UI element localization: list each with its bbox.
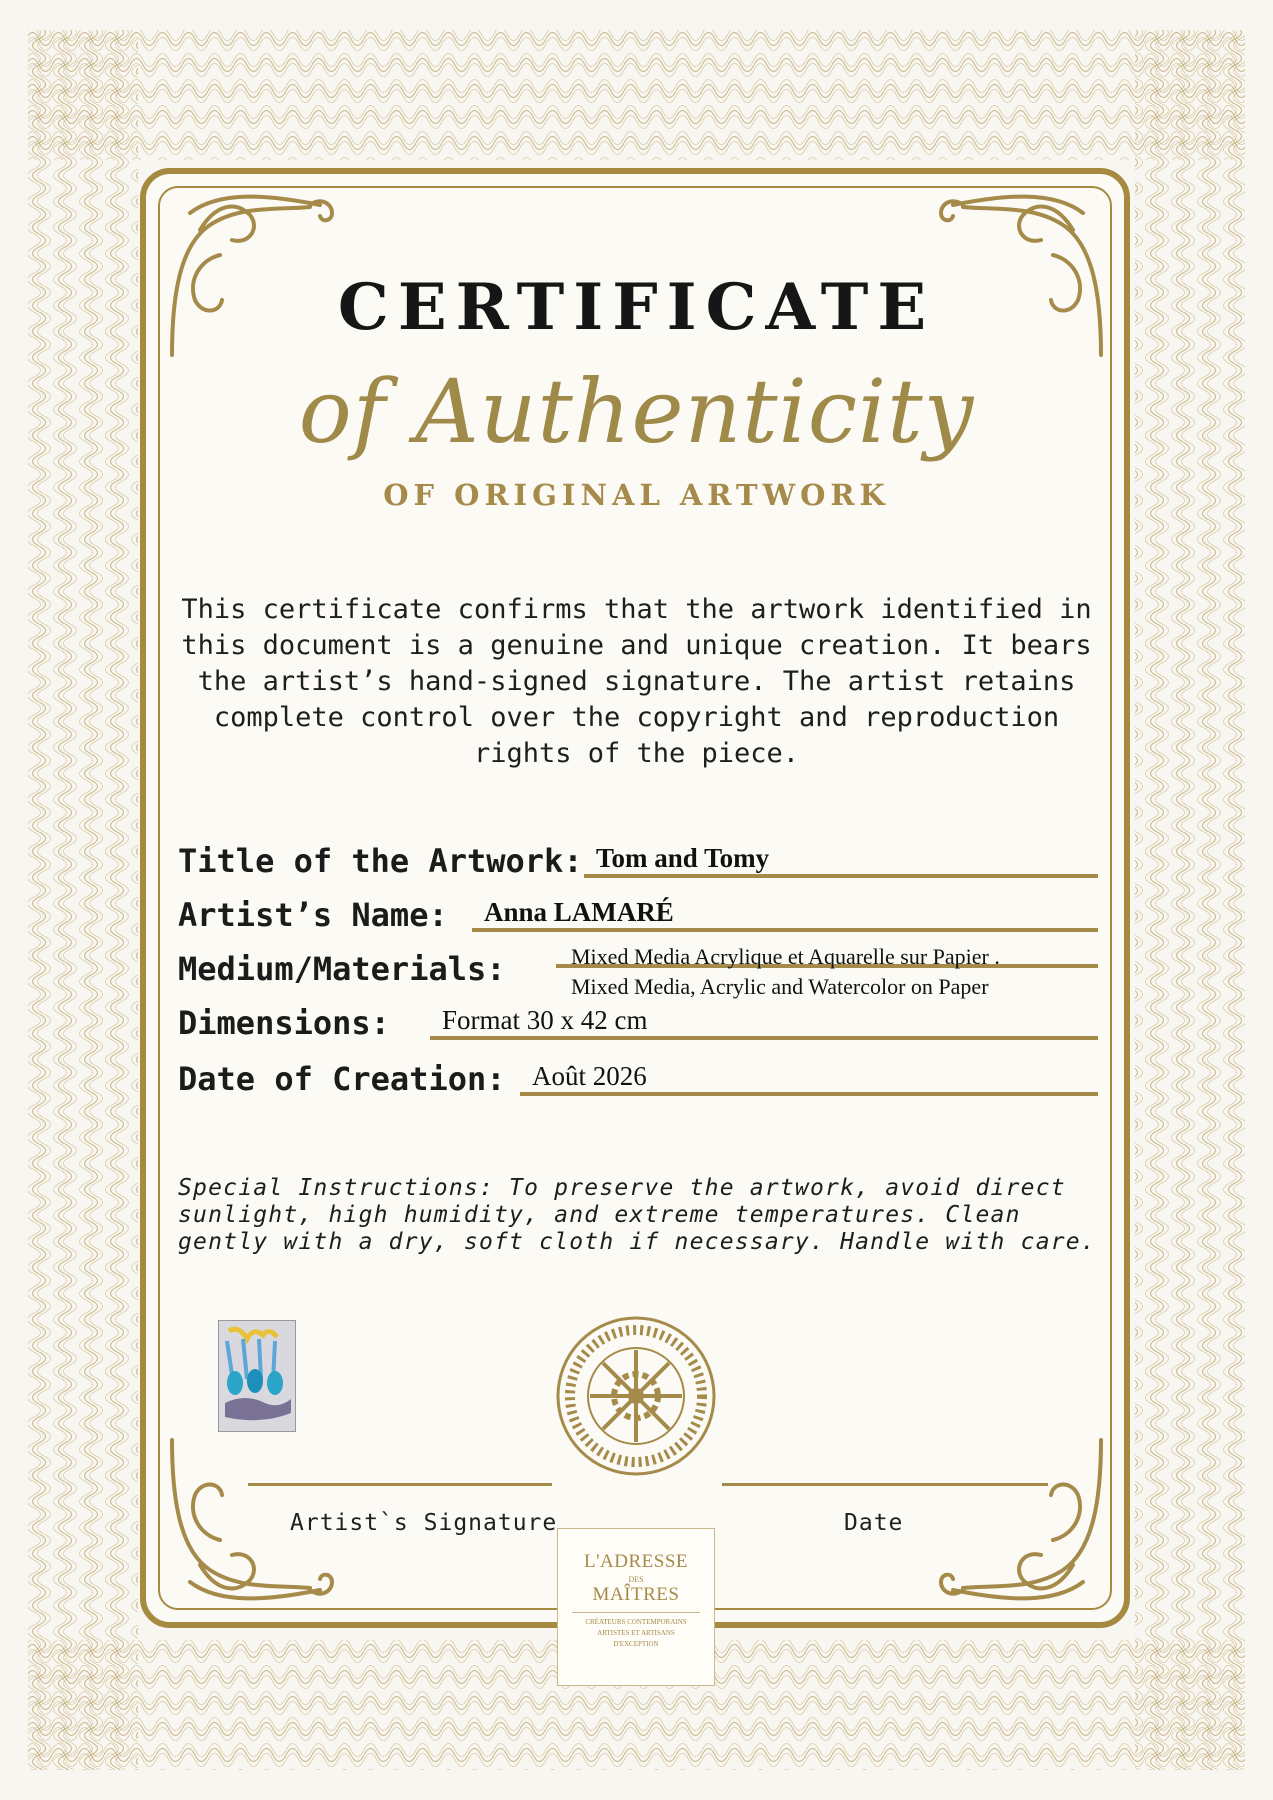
brand-logo-line2: DES bbox=[628, 1575, 644, 1584]
seal-medallion bbox=[555, 1315, 717, 1477]
field-artist-label: Artist’s Name: bbox=[178, 896, 448, 934]
artist-signature-line bbox=[248, 1483, 552, 1486]
field-title-value: Tom and Tomy bbox=[596, 843, 770, 873]
date-signature-label: Date bbox=[844, 1510, 904, 1536]
date-signature-line bbox=[722, 1483, 1048, 1486]
field-date-value: Août 2026 bbox=[532, 1061, 647, 1091]
field-dimensions-label: Dimensions: bbox=[178, 1004, 390, 1042]
field-dimensions-value: Format 30 x 42 cm bbox=[442, 1005, 648, 1035]
brand-logo bbox=[557, 1528, 715, 1686]
field-date-line bbox=[520, 1092, 1098, 1096]
certificate-intro-text: This certificate confirms that the artwork identified in this document is a genuine and unique creation. It bears the artist’s hand-signed signature. The artist retains complete control over the copyright and reproduction rights of the piece. bbox=[181, 594, 1092, 769]
field-artist-line bbox=[472, 928, 1098, 932]
certificate-script-title: of Authenticity bbox=[298, 360, 975, 463]
corner-ornament-bottom-right bbox=[923, 1425, 1113, 1610]
special-instructions: Special Instructions: To preserve the artwork, avoid direct sunlight, high humidity, and extreme temperatures. Clean gently with a dry, soft cloth if necessary. Handle with care. bbox=[178, 1175, 1096, 1255]
field-title-label: Title of the Artwork: bbox=[178, 842, 583, 880]
field-date-label: Date of Creation: bbox=[178, 1060, 506, 1098]
field-date bbox=[178, 1050, 1098, 1098]
field-artist bbox=[178, 886, 1098, 934]
brand-logo-tagline1: CRÉATEURS CONTEMPORAINS bbox=[585, 1618, 687, 1626]
certificate-title: CERTIFICATE bbox=[337, 270, 936, 345]
field-medium bbox=[178, 940, 1098, 999]
field-dimensions bbox=[178, 994, 1098, 1042]
brand-logo-tagline2: ARTISTES ET ARTISANS bbox=[597, 1629, 675, 1637]
artist-signature-label: Artist`s Signature bbox=[290, 1510, 558, 1536]
field-medium-value-1: Mixed Media Acrylique et Aquarelle sur Papier . bbox=[571, 944, 1000, 969]
brand-logo-line1: L'ADRESSE bbox=[584, 1551, 688, 1572]
artwork-thumbnail bbox=[218, 1320, 296, 1432]
field-title bbox=[178, 832, 1098, 880]
field-title-line bbox=[584, 874, 1098, 878]
brand-logo-divider bbox=[572, 1612, 700, 1613]
field-artist-value: Anna LAMARÉ bbox=[484, 897, 674, 927]
field-dimensions-line bbox=[430, 1036, 1098, 1040]
brand-logo-tagline3: D'EXCEPTION bbox=[613, 1640, 659, 1648]
certificate-subtitle: OF ORIGINAL ARTWORK bbox=[383, 478, 890, 512]
field-medium-value-2: Mixed Media, Acrylic and Watercolor on Paper bbox=[571, 974, 989, 999]
brand-logo-line3: MAÎTRES bbox=[592, 1584, 680, 1605]
field-medium-label: Medium/Materials: bbox=[178, 950, 506, 988]
